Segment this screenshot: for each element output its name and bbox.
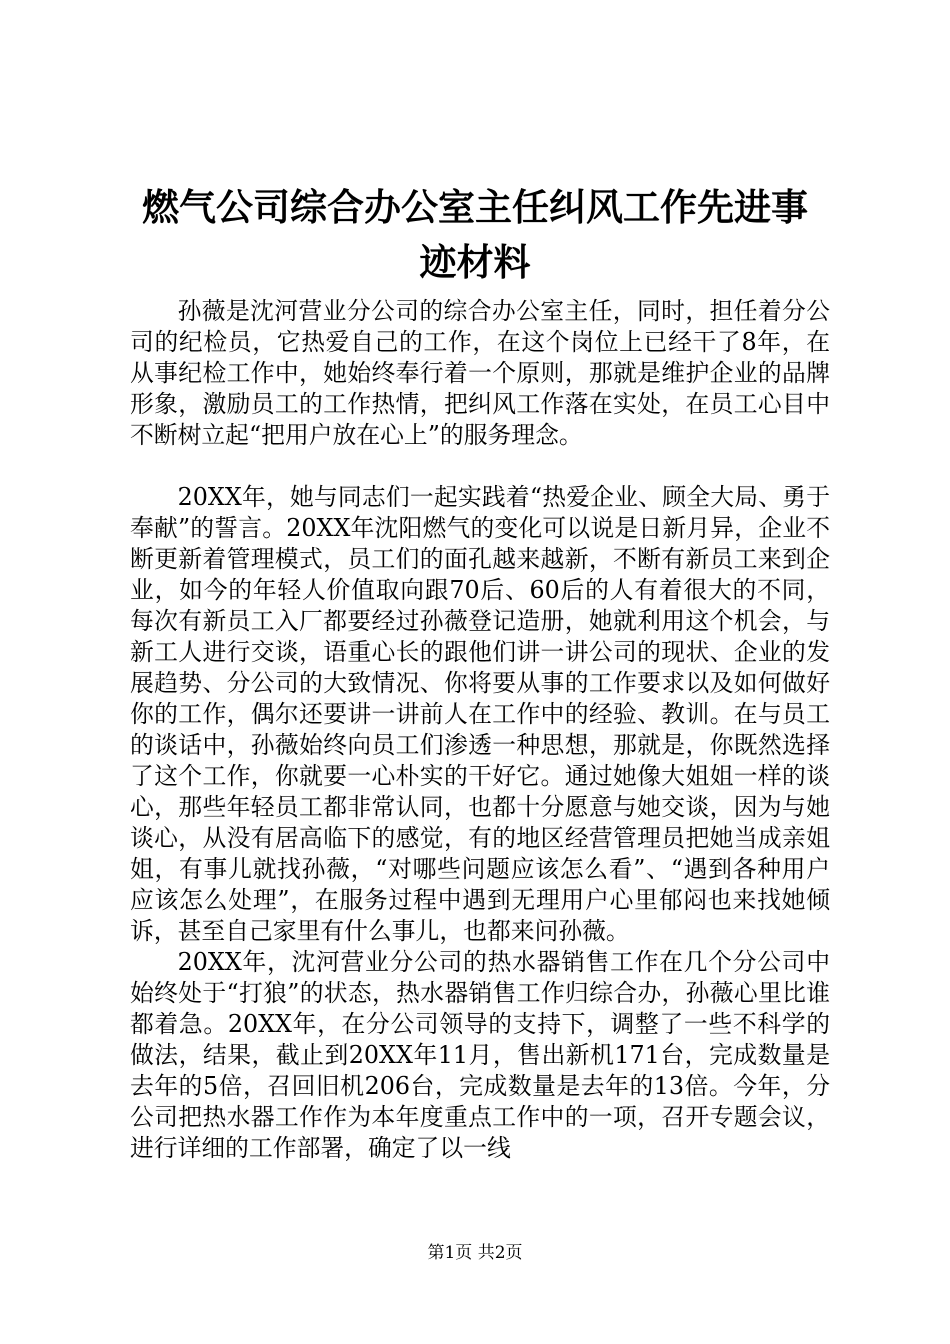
paragraph-3: 20XX年，沈河营业分公司的热水器销售工作在几个分公司中始终处于“打狼”的状态，热水器销售工作归综合办，孙薇心里比谁都着急。20XX年，在分公司领导的支持下，调整了一些不科学的做法，结果，截止到20XX年11月，售出新机171台，完成数量是去年的5倍，召回旧机206台，完成数量是去年的13倍。今年，分公司把热水器工作作为本年度重点工作中的一项，召开专题会议，进行详细的工作部署，确定了以一线	[130, 948, 830, 1162]
document-body	[130, 296, 830, 1164]
paragraph-2: 20XX年，她与同志们一起实践着“热爱企业、顾全大局、勇于奉献”的誓言。20XX年沈阳燃气的变化可以说是日新月异，企业不断更新着管理模式，员工们的面孔越来越新，不断有新员工来到企业，如今的年轻人价值取向跟70后、60后的人有着很大的不同，每次有新员工入厂都要经过孙薇登记造册，她就利用这个机会，与新工人进行交谈，语重心长的跟他们讲一讲公司的现状、企业的发展趋势、分公司的大致情况、你将要从事的工作要求以及如何做好你的工作，偶尔还要讲一讲前人在工作中的经验、教训。在与员工的谈话中，孙薇始终向员工们渗透一种思想，那就是，你既然选择了这个工作，你就要一心朴实的干好它。通过她像大姐姐一样的谈心，那些年轻员工都非常认同，也都十分愿意与她交谈，因为与她谈心，从没有居高临下的感觉，有的地区经营管理员把她当成亲姐姐，有事儿就找孙薇，“对哪些问题应该怎么看”、“遇到各种用户应该怎么处理”，在服务过程中遇到无理用户心里郁闷也来找她倾诉，甚至自己家里有什么事儿，也都来问孙薇。	[130, 483, 830, 945]
document-title	[110, 180, 840, 290]
page-footer: 第1页 共2页	[427, 1243, 523, 1263]
paragraph-1: 孙薇是沈河营业分公司的综合办公室主任，同时，担任着分公司的纪检员，它热爱自己的工作，在这个岗位上已经干了8年，在从事纪检工作中，她始终奉行着一个原则，那就是维护企业的品牌形象，激励员工的工作热情，把纠风工作落在实处，在员工心目中不断树立起“把用户放在心上”的服务理念。	[130, 297, 830, 449]
document-title-text: 燃气公司综合办公室主任纠风工作先进事迹材料	[142, 185, 808, 284]
